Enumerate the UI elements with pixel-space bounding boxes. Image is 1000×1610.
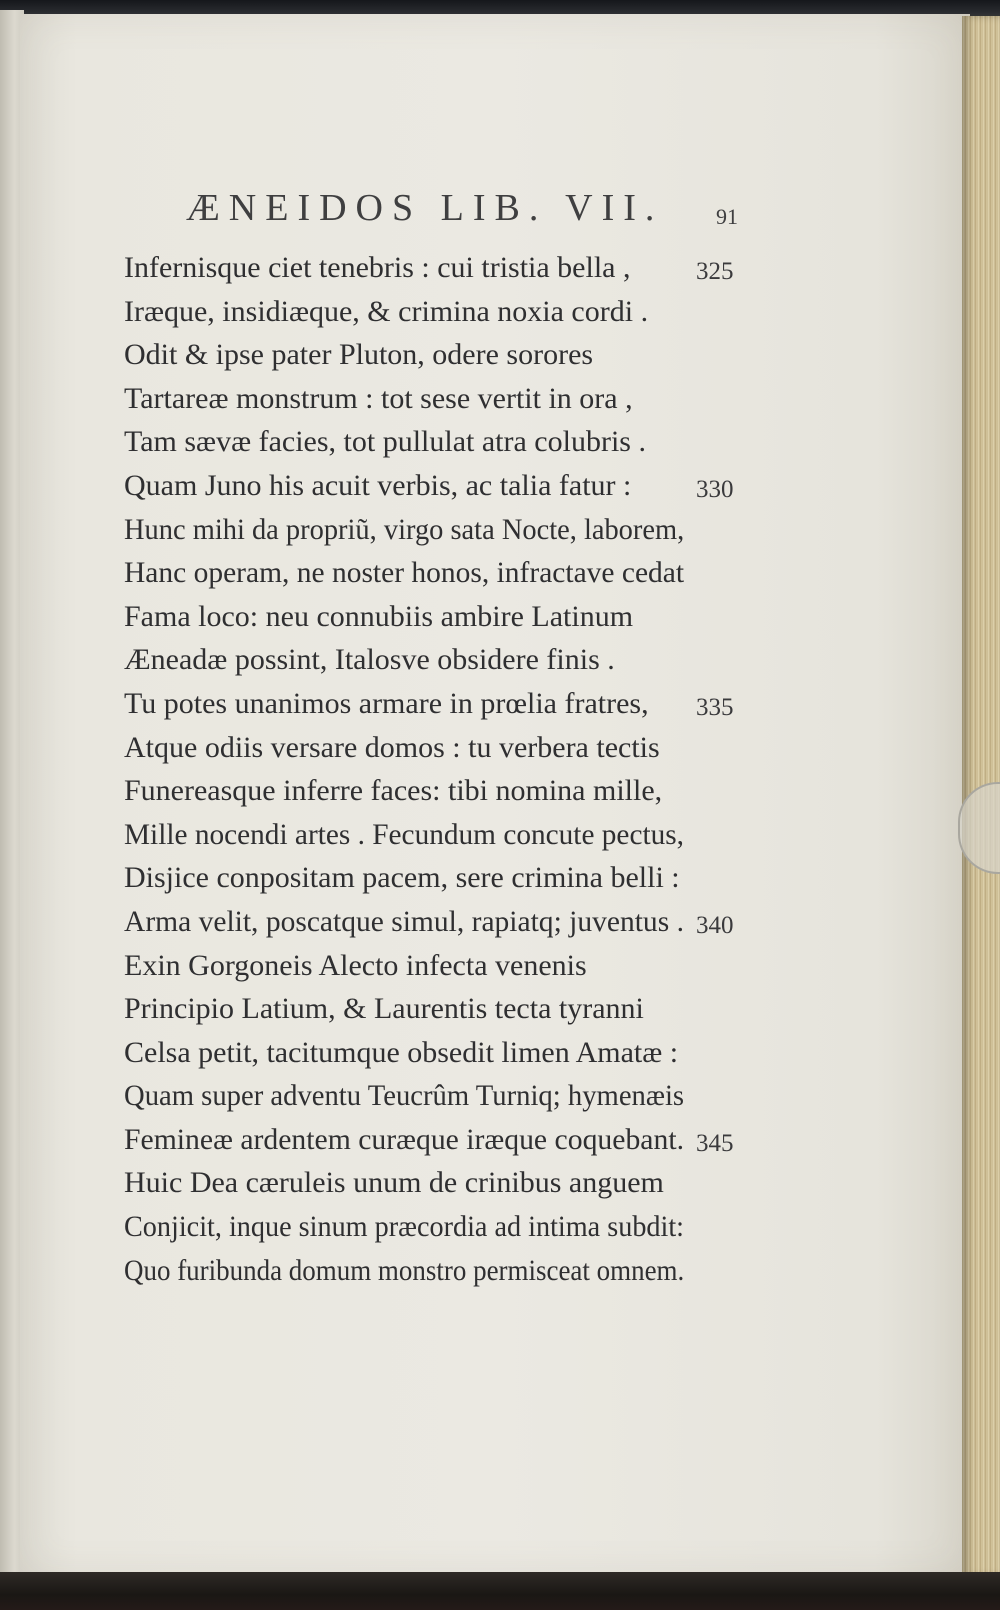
- verse-text: Huic Dea cæruleis unum de crinibus anguem: [124, 1166, 664, 1200]
- verse-line: [124, 464, 764, 508]
- verse-text: Infernisque ciet tenebris : cui tristia bella ,: [124, 251, 631, 284]
- verse-text: Mille nocendi artes . Fecundum concute pectus,: [124, 817, 684, 851]
- verse-line: [124, 508, 764, 552]
- verse-line: [124, 813, 764, 857]
- verse-line: [124, 638, 764, 682]
- verse-text: Principio Latium, & Laurentis tecta tyranni: [124, 992, 644, 1026]
- verse-text: Arma velit, poscatque simul, rapiatq; juventus .: [124, 904, 684, 938]
- verse-list: [124, 246, 764, 1292]
- verse-line: [124, 1118, 764, 1162]
- line-number: 345: [696, 1129, 734, 1157]
- verse-text: Quam super adventu Teucrûm Turniq; hymenæis: [124, 1079, 685, 1113]
- verse-line: [124, 726, 764, 770]
- verse-text: Exin Gorgoneis Alecto infecta venenis: [124, 948, 587, 982]
- verse-line: [124, 1031, 764, 1075]
- verse-line: [124, 377, 764, 421]
- verse-line: [124, 1074, 764, 1118]
- verse-text: Femineæ ardentem curæque iræque coquebant.: [124, 1122, 685, 1156]
- verse-text: Odit & ipse pater Pluton, odere sorores: [124, 338, 594, 372]
- verse-text: Hunc mihi da propriũ, virgo sata Nocte, laborem,: [124, 512, 685, 546]
- verse-text: Æneadæ possint, Italosve obsidere finis .: [124, 643, 615, 677]
- verse-text: Atque odiis versare domos : tu verbera tectis: [124, 730, 660, 764]
- verse-line: [124, 900, 764, 944]
- line-number: 340: [696, 911, 734, 939]
- verse-line: [124, 246, 764, 290]
- line-number: 335: [696, 693, 734, 721]
- verse-line: [124, 290, 764, 334]
- verse-line: [124, 987, 764, 1031]
- verse-text: Hanc operam, ne noster honos, infractave cedat: [124, 556, 685, 590]
- verse-text: Quam Juno his acuit verbis, ac talia fatur :: [124, 468, 632, 502]
- verse-line: [124, 769, 764, 813]
- verse-line: [124, 944, 764, 988]
- verse-line: [124, 682, 764, 726]
- verse-text: Fama loco: neu connubiis ambire Latinum: [124, 599, 634, 633]
- running-head: ÆNEIDOS LIB. VII.: [186, 187, 664, 229]
- verse-line: [124, 333, 764, 377]
- verse-line: [124, 1205, 764, 1249]
- verse-text: Tu potes unanimos armare in prœlia fratres,: [124, 686, 649, 720]
- verse-text: Celsa petit, tacitumque obsedit limen Amatæ :: [124, 1035, 679, 1069]
- verse-text: Disjice conpositam pacem, sere crimina belli :: [124, 861, 680, 895]
- book-bottom-edge: [0, 1572, 1000, 1610]
- verse-text: Conjicit, inque sinum præcordia ad intima subdit:: [124, 1210, 685, 1244]
- verse-text: Funereasque inferre faces: tibi nomina mille,: [124, 774, 663, 808]
- verse-line: [124, 856, 764, 900]
- line-number: 325: [696, 258, 734, 285]
- line-number: 330: [696, 475, 734, 503]
- verse-line: [124, 420, 764, 464]
- verse-line: [124, 551, 764, 595]
- verse-line: [124, 1249, 764, 1293]
- verse-text: Tartareæ monstrum : tot sese vertit in ora ,: [124, 381, 633, 415]
- page-number: 91: [716, 204, 738, 229]
- verse-text: Iræque, insidiæque, & crimina noxia cordi .: [124, 294, 649, 328]
- verse-text: Tam sævæ facies, tot pullulat atra colubris .: [124, 425, 646, 459]
- verse-line: [124, 1161, 764, 1205]
- verse-text: Quo furibunda domum monstro permisceat omnem.: [124, 1253, 685, 1287]
- verse-line: [124, 595, 764, 639]
